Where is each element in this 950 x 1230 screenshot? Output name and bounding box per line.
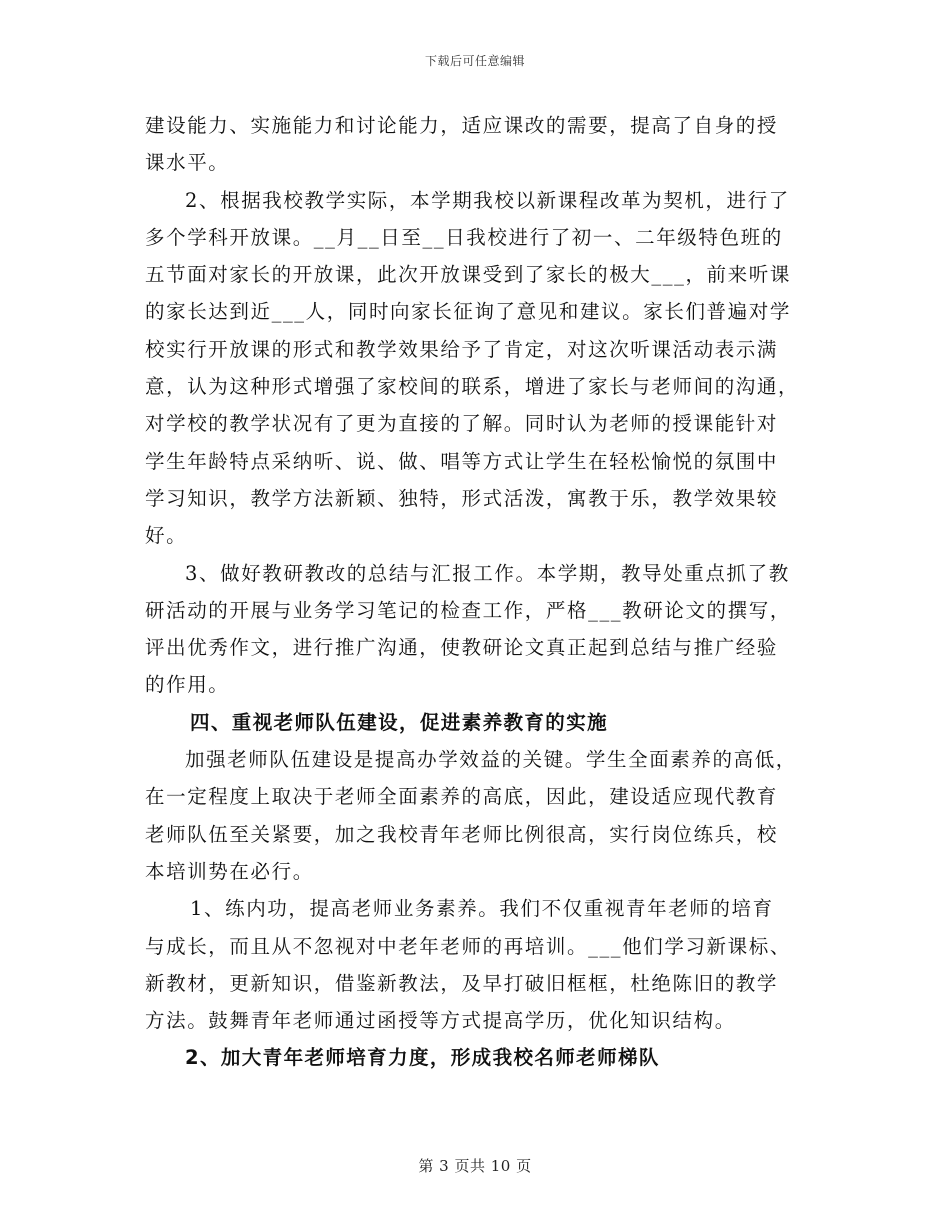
document-body [145, 107, 815, 1077]
paragraph-line: 1、练内功，提高老师业务素养。我们不仅重视青年老师的培育 [190, 897, 774, 921]
paragraph-line: 新教材，更新知识，借鉴新教法，及早打破旧框框，杜绝陈旧的教学 [145, 971, 779, 995]
page-header: 下载后可任意编辑 [424, 54, 525, 68]
paragraph-line: 建设能力、实施能力和讨论能力，适应课改的需要，提高了自身的授 [145, 114, 779, 137]
paragraph-line: 的作用。 [145, 673, 230, 697]
section-heading: 四、重视老师队伍建设，促进素养教育的实施 [190, 710, 609, 734]
paragraph-line: 在一定程度上取决于老师全面素养的高底，因此，建设适应现代教育 [145, 785, 779, 809]
paragraph-line: 课水平。 [145, 151, 230, 175]
paragraph-line: 研活动的开展与业务学习笔记的检查工作，严格___教研论文的撰写， [145, 598, 791, 622]
paragraph-line: 多个学科开放课。__月__日至__日我校进行了初一、二年级特色班的 [145, 225, 783, 249]
paragraph-line: 意，认为这种形式增强了家校间的联系，增进了家长与老师间的沟通， [145, 375, 800, 399]
subsection-heading: 2、加大青年老师培育力度，形成我校名师老师梯队 [185, 1046, 660, 1070]
paragraph-line: 学习知识，教学方法新颖、独特，形式活泼，寓教于乐，教学效果较 [145, 486, 779, 510]
paragraph-line: 本培训势在必行。 [145, 859, 314, 883]
paragraph-line: 的家长达到近___人，同时向家长征询了意见和建议。家长们普遍对学 [145, 300, 791, 324]
paragraph-line: 校实行开放课的形式和教学效果给予了肯定，对这次听课活动表示满 [145, 337, 779, 361]
paragraph-line: 五节面对家长的开放课，此次开放课受到了家长的极大___，前来听课 [145, 263, 791, 287]
paragraph-line: 加强老师队伍建设是提高办学效益的关键。学生全面素养的高低， [185, 748, 797, 772]
paragraph-line: 好。 [145, 524, 188, 548]
paragraph-line: 老师队伍至关紧要，加之我校青年老师比例很高，实行岗位练兵，校 [145, 822, 779, 846]
paragraph-line: 2、根据我校教学实际，本学期我校以新课程改革为契机，进行了 [185, 188, 790, 212]
paragraph-line: 评出优秀作文，进行推广沟通，使教研论文真正起到总结与推广经验 [145, 636, 779, 660]
paragraph-line: 与成长，而且从不忽视对中老年老师的再培训。___他们学习新课标、 [145, 934, 791, 958]
paragraph-line: 学生年龄特点采纳听、说、做、唱等方式让学生在轻松愉悦的氛围中 [145, 449, 779, 473]
paragraph-line: 3、做好教研教改的总结与汇报工作。本学期，教导处重点抓了教 [185, 561, 790, 585]
paragraph-line: 方法。鼓舞青年老师通过函授等方式提高学历，优化知识结构。 [145, 1009, 736, 1033]
page-footer: 第 3 页共 10 页 [418, 1157, 532, 1175]
paragraph-line: 对学校的教学状况有了更为直接的了解。同时认为老师的授课能针对 [145, 412, 779, 436]
